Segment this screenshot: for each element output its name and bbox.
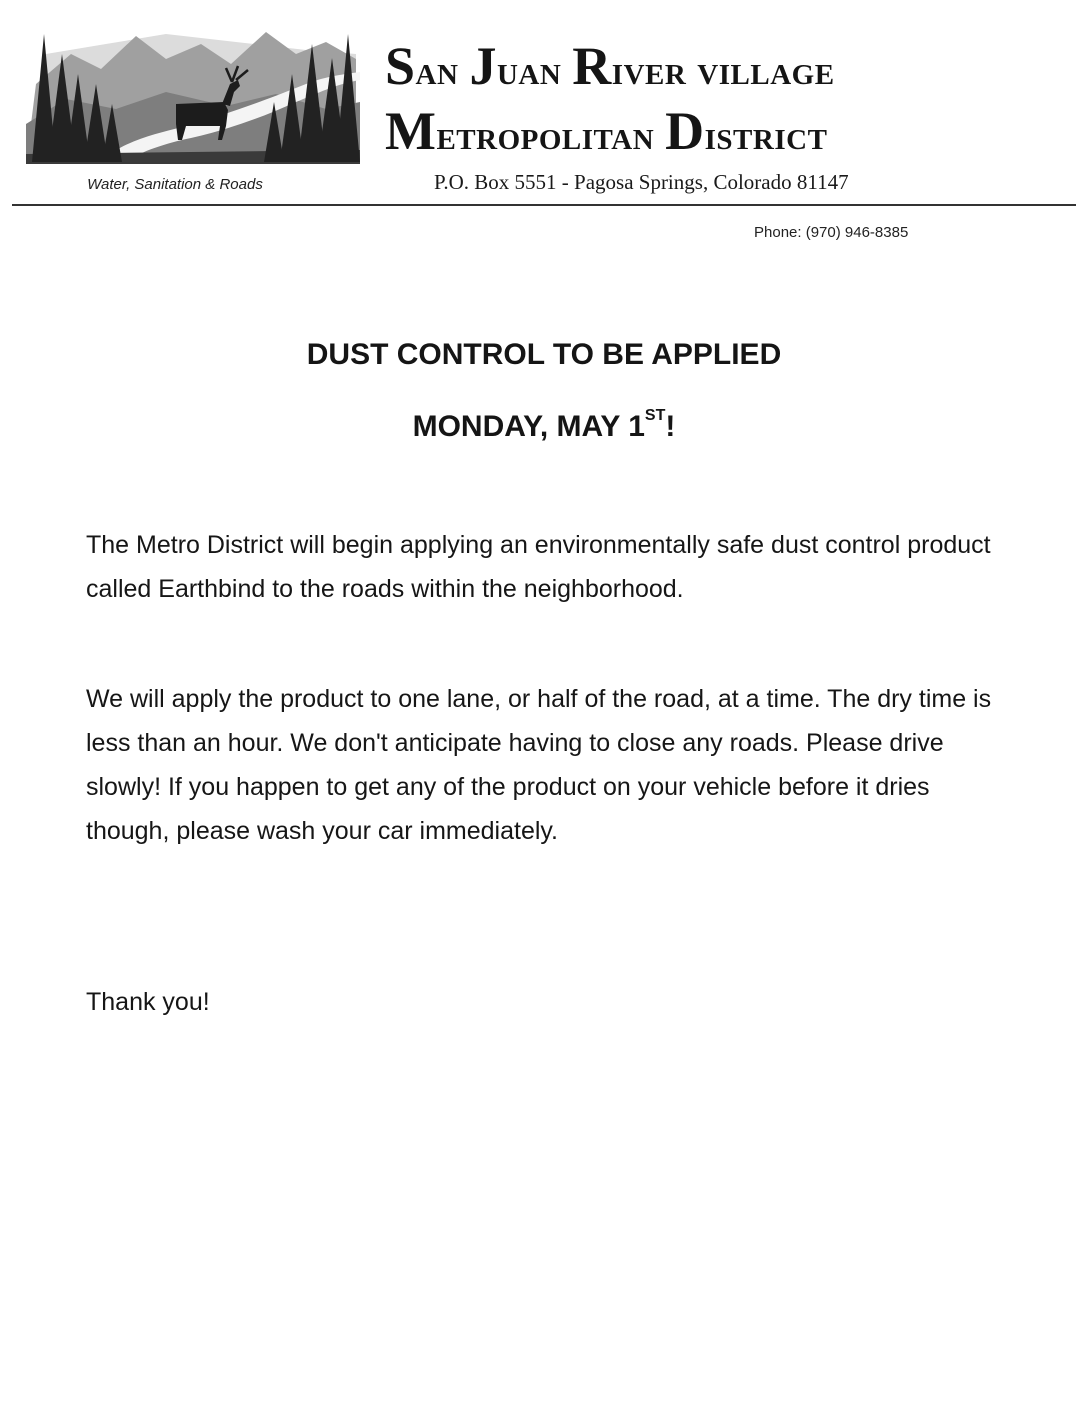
org-name-line-1: San Juan River village bbox=[385, 36, 835, 96]
notice-heading: DUST CONTROL TO BE APPLIED bbox=[306, 338, 782, 371]
org-name-line-2: Metropolitan District bbox=[385, 101, 828, 161]
letterhead-divider bbox=[12, 204, 1076, 206]
date-exclamation: ! bbox=[665, 410, 676, 443]
notice-paragraph-2: We will apply the product to one lane, or half of the road, at a time. The dry time is less than an hour. We don't anticipate having to close any roads. Please drive slowly! If you happen to get any of the product on your vehicle before it dries though, please wash your car immediately. bbox=[86, 685, 992, 845]
notice-paragraph-1: The Metro District will begin applying an environmentally safe dust control product called Earthbind to the roads within the neighborhood. bbox=[86, 531, 991, 603]
closing-line: Thank you! bbox=[86, 988, 210, 1016]
notice-date-heading bbox=[0, 407, 1088, 444]
postal-address: P.O. Box 5551 - Pagosa Springs, Colorado 81147 bbox=[434, 170, 849, 194]
organization-name bbox=[385, 36, 1035, 166]
tagline: Water, Sanitation & Roads bbox=[87, 176, 263, 193]
mountain-elk-logo bbox=[26, 14, 360, 164]
date-text: MONDAY, MAY 1 bbox=[412, 410, 645, 443]
phone-number: Phone: (970) 946-8385 bbox=[754, 224, 909, 241]
date-ordinal-suffix: ST bbox=[644, 407, 666, 424]
